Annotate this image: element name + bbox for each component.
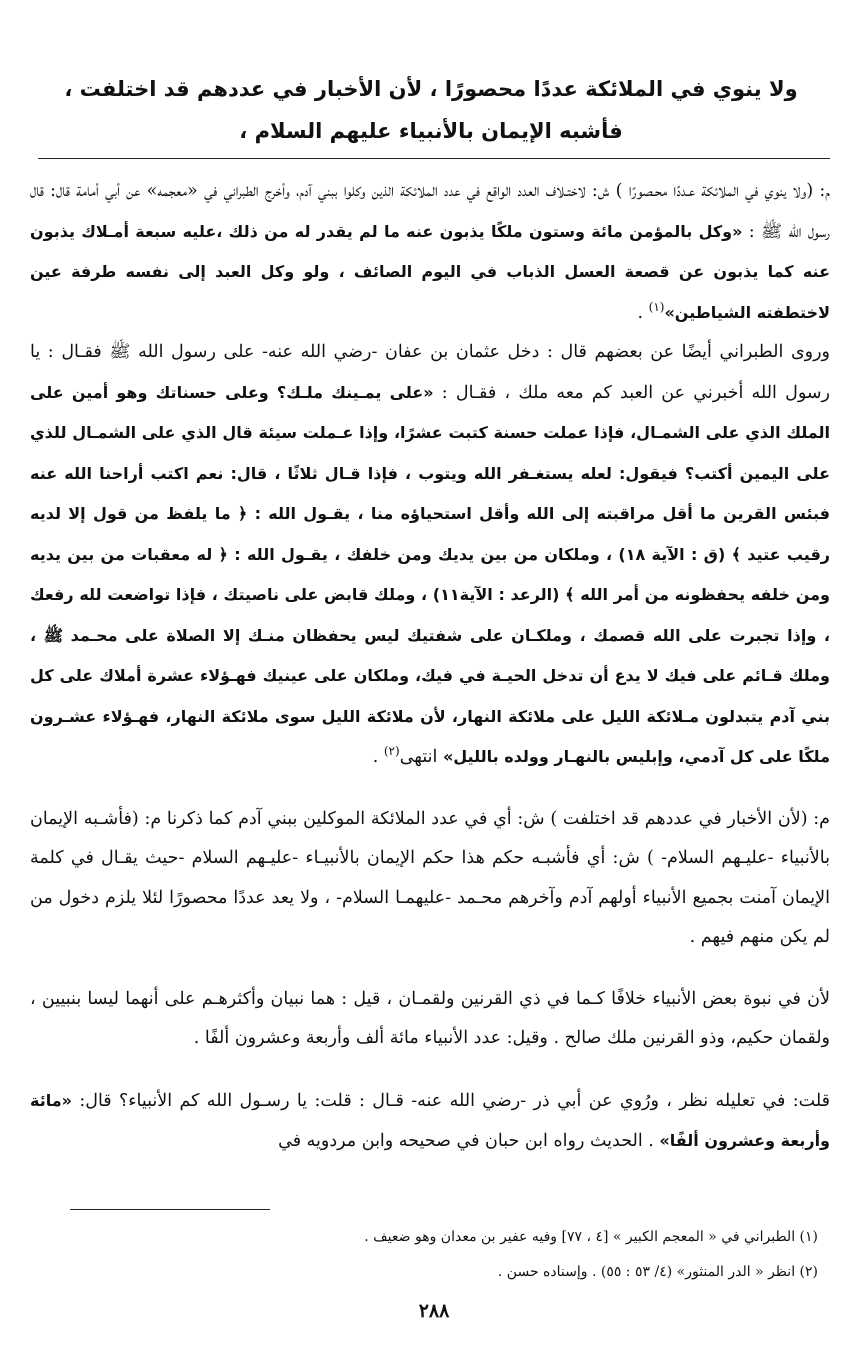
paragraph-5 [30,1081,830,1162]
page-number: ٢٨٨ [418,1300,450,1322]
paragraph-1-lead: م: (ولا ينوي في الملائكة عـددًا محـصورًا ) ش: لاختـلاف العدد الواقع في عدد الملائكة الذين وكلوا ببني آدم، وأخرج الطبراني في «معجمه» عن أبي أمامة قال: قال رسول الله ﷺ : [30,181,830,242]
paragraph-1-end: . [637,302,644,323]
top-divider [38,158,830,159]
footnotes [60,1220,818,1290]
footnote-2: (٢) انظر « الدر المنثور» (٤/ ٥٣ : ٥٥) . وإسناده حسن . [497,1264,818,1280]
paragraph-5-tail: . الحديث رواه ابن حبان في صحيحه وابن مردويه في [278,1131,654,1151]
footnote-1: (١) الطبراني في « المعجم الكبير » [٤ ، ٧٧] وفيه عفير بن معدان وهو ضعيف . [364,1229,818,1245]
paragraph-5-lead: قلت: في تعليله نظر ، ورُوي عن أبي ذر -رضي الله عنه- قـال : قلت: يا رسـول الله كم الأنبياء؟ قال: [79,1090,830,1111]
paragraph-1-hadith: «وكل بالمؤمن مائة وستون ملكًا يذبون عنه ما لم يقدر له من ذلك ،عليه سبعة أمـلاك يذبون عنه كما يذبون عن قصعة العسل الذباب في اليوم الصائف ، ولو وكل العبد إلى نفسه طرفة عين لاختطفته الشياطين» [30,221,830,322]
paragraph-4: لأن في نبوة بعض الأنبياء خلافًا كـما في ذي القرنين ولقمـان ، قيل : هما نبيان وأكثرهـم على أنهما ليسا بنبيين ، ولقمان حكيم، وذو القرنين ملك صالح . وقيل: عدد الأنبياء مائة ألف وأربعة وعشرون ألفًا . [30,988,830,1048]
paragraph-2 [30,333,830,778]
paragraph-3: م: (لأن الأخبار في عددهم قد اختلفت ) ش: أي في عدد الملائكة الموكلين ببني آدم كما ذكرنا م: (فأشـبه الإيمان بالأنبياء -عليـهم السلام- ) ش: أي فأشبـه حكم هذا حكم الإيمان بالأنبيـاء -عليـهم السلام -حيث يقـال في كلمة الإيمان آمنت بجميع الأنبياء أولهم آدم وآخرهم محـمد -عليهمـا السلام- ، ولا يعد عددًا محصورًا لئلا يلزم دخول من لم يكن منهم فيهم . [30,808,830,947]
paragraph-5-hadith: «مائة وأربعة وعشرون ألفًا» [30,1090,830,1150]
paragraph-2-tail: انتهى [399,747,438,767]
footnote-divider [70,1209,270,1210]
paragraph-2-end: . [372,747,379,767]
footnote-ref-2: (٢) [383,744,400,759]
commentary-body [30,172,830,1162]
footnote-ref-1: (١) [648,299,665,314]
paragraph-2-hadith: «على يمـينك ملـك؟ وعلى حسناتك وهو أمين على الملك الذي على الشمـال، فإذا عملت حسنة كتبت عشرًا، وإذا عـملت سيئة قال الذي على الشمـال للذي على اليمين أكتب؟ فيقول: لعله يستغـفر الله ويتوب ، فإذا قـال ثلاثًا ، قال: نعم اكتب أراحنا الله عنه فبئس القرين ما أقل مراقبته إلى الله وأقل استحياؤه منا ، يقـول الله : ﴿ ما يلفظ من قول إلا لديه رقيب عتيد ﴾ (ق : الآية ١٨) ، وملكان من بين يديك ومن خلفك ، يقـول الله : ﴿ له معقبات من بين يديه ومن خلفه يحفظونه من أمر الله ﴾ (الرعد : الآية١١) ، وملك قابض على ناصيتك ، فإذا تواضعت لله رفعك ، وإذا تجبرت على الله قصمك ، وملكـان على شفتيك ليس يحفظان منـك إلا الصلاة على محـمد ﷺ ، وملك قـائم على فيك لا يدع أن تدخل الحيـة في فيك، وملكان على عينيك فهـؤلاء عشرة أملاك على كل بني آدم يتبدلون مـلائكة الليل على ملائكة النهار، لأن ملائكة الليل سوى ملائكة النهار، فهـؤلاء عشـرون ملكًا على كل آدمي، وإبليس بالنهـار وولده بالليل» [30,382,831,766]
matn-text: ولا ينوي في الملائكة عددًا محصورًا ، لأن الأخبار في عددهم قد اختلفت ، فأشبه الإيمان بالأنبياء عليهم السلام ، [64,77,798,143]
paragraph-2-lead: وروى الطبراني أيضًا عن بعضهم قال : دخل عثمان بن عفان -رضي الله عنه- على رسول الله ﷺ فقـال : يا رسول الله أخبرني عن العبد كم معه ملك ، فقـال : [30,342,830,403]
paragraph-1 [30,172,830,333]
